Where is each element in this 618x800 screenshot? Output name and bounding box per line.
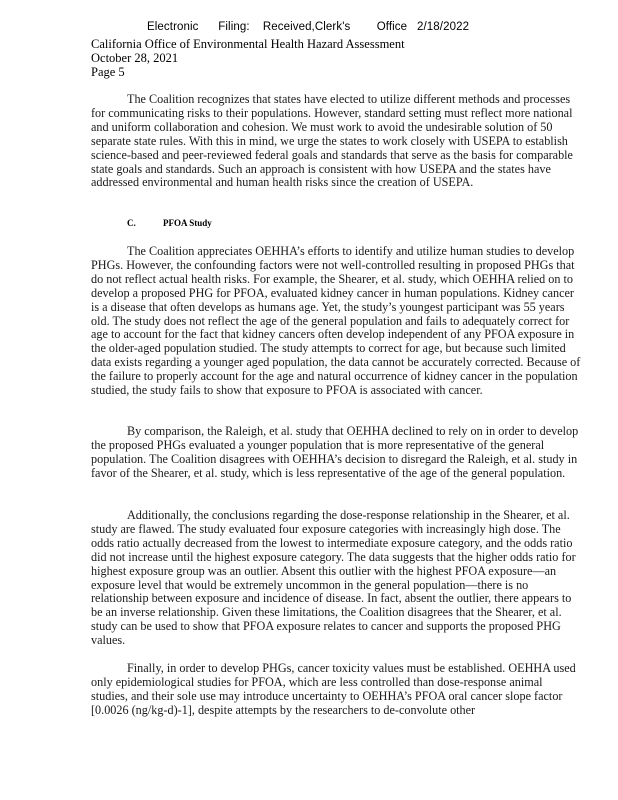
paragraph-text: The Coalition recognizes that states have elected to utilize different methods and processes for communicating risks to their populations. However, standard setting must reflect more national and uniform collaboration and cohesion. We must work to avoid the undesirable solution of 50 separate state rules. With this in mind, we urge the states to work closely with USEPA to establish science-based and peer-reviewed federal goals and standards that serve as the basis for comparable state goals and standards. Such an approach is consistent with how USEPA and the states have addressed environmental and human health risks since the creation of USEPA. (91, 92, 573, 190)
paragraph-text: The Coalition appreciates OEHHA’s efforts to identify and utilize human studies to develop PHGs. However, the confounding factors were not well-controlled resulting in proposed PHGs that do not reflect actual health risks. For example, the Shearer, et al. study, which OEHHA relied on to develop a proposed PHG for PFOA, evaluated kidney cancer in human populations. Kidney cancer is a disease that often develops as humans age. Yet, the study’s youngest participant was 55 years old. The study does not reflect the age of the general population and fails to adequately correct for age to account for the fact that kidney cancers often develop independent of any PFOA exposure in the older-aged population studied. The study attempts to correct for age, but because such limited data exists regarding a younger aged population, the data cannot be accurately corrected. Because of the failure to properly account for the age and natural occurrence of kidney cancer in the population studied, the study fails to show that exposure to PFOA is associated with cancer. (91, 244, 581, 398)
page-number: Page 5 (91, 65, 125, 79)
paragraph-text: By comparison, the Raleigh, et al. study that OEHHA declined to rely on in order to develop the proposed PHGs evaluated a younger population that is more representative of the general population. The Coalition disagrees with OEHHA’s decision to disregard the Raleigh, et al. study in favor of the Shearer, et al. study, which is less representative of the age of the general population. (91, 424, 579, 480)
paragraph-shearer-study (91, 245, 581, 398)
paragraph-text: Finally, in order to develop PHGs, cancer toxicity values must be established. OEHHA used only epidemiological studies for PFOA, which are less controlled than dose-response animal studies, and their sole use may introduce uncertainty to OEHHA’s PFOA oral cancer slope factor [0.0026 (ng/kg-d)-1], despite attempts by the researchers to de-convolute other (91, 661, 576, 717)
paragraph-dose-response (91, 509, 581, 648)
letter-date: October 28, 2021 (91, 51, 179, 65)
filing-stamp: Electronic Filing: Received,Clerk's Office 2/18/2022 (147, 21, 470, 33)
paragraph-text: Additionally, the conclusions regarding the dose-response relationship in the Shearer, et al. study are flawed. The study evaluated four exposure categories with increasingly high dose. The odds ratio actually decreased from the lowest to intermediate exposure category, and the odds ratio did not increase until the highest exposure category. The data suggests that the higher odds ratio for highest exposure group was an outlier. Absent this outlier with the highest PFOA exposure—an exposure level that would be extremely uncommon in the general population—there is no relationship between exposure and incidence of disease. In fact, absent the outlier, there appears to be an inverse relationship. Given these limitations, the Coalition disagrees that the Shearer, et al. study can be used to show that PFOA exposure relates to cancer and supports the proposed PHG values. (91, 508, 576, 648)
section-heading (127, 218, 212, 228)
paragraph-state-rules (91, 93, 581, 190)
paragraph-cancer-toxicity (91, 662, 581, 718)
section-number: C. (127, 218, 136, 228)
section-title: PFOA Study (163, 218, 212, 228)
recipient-org: California Office of Environmental Health Hazard Assessment (91, 37, 405, 51)
paragraph-raleigh-study (91, 425, 581, 481)
